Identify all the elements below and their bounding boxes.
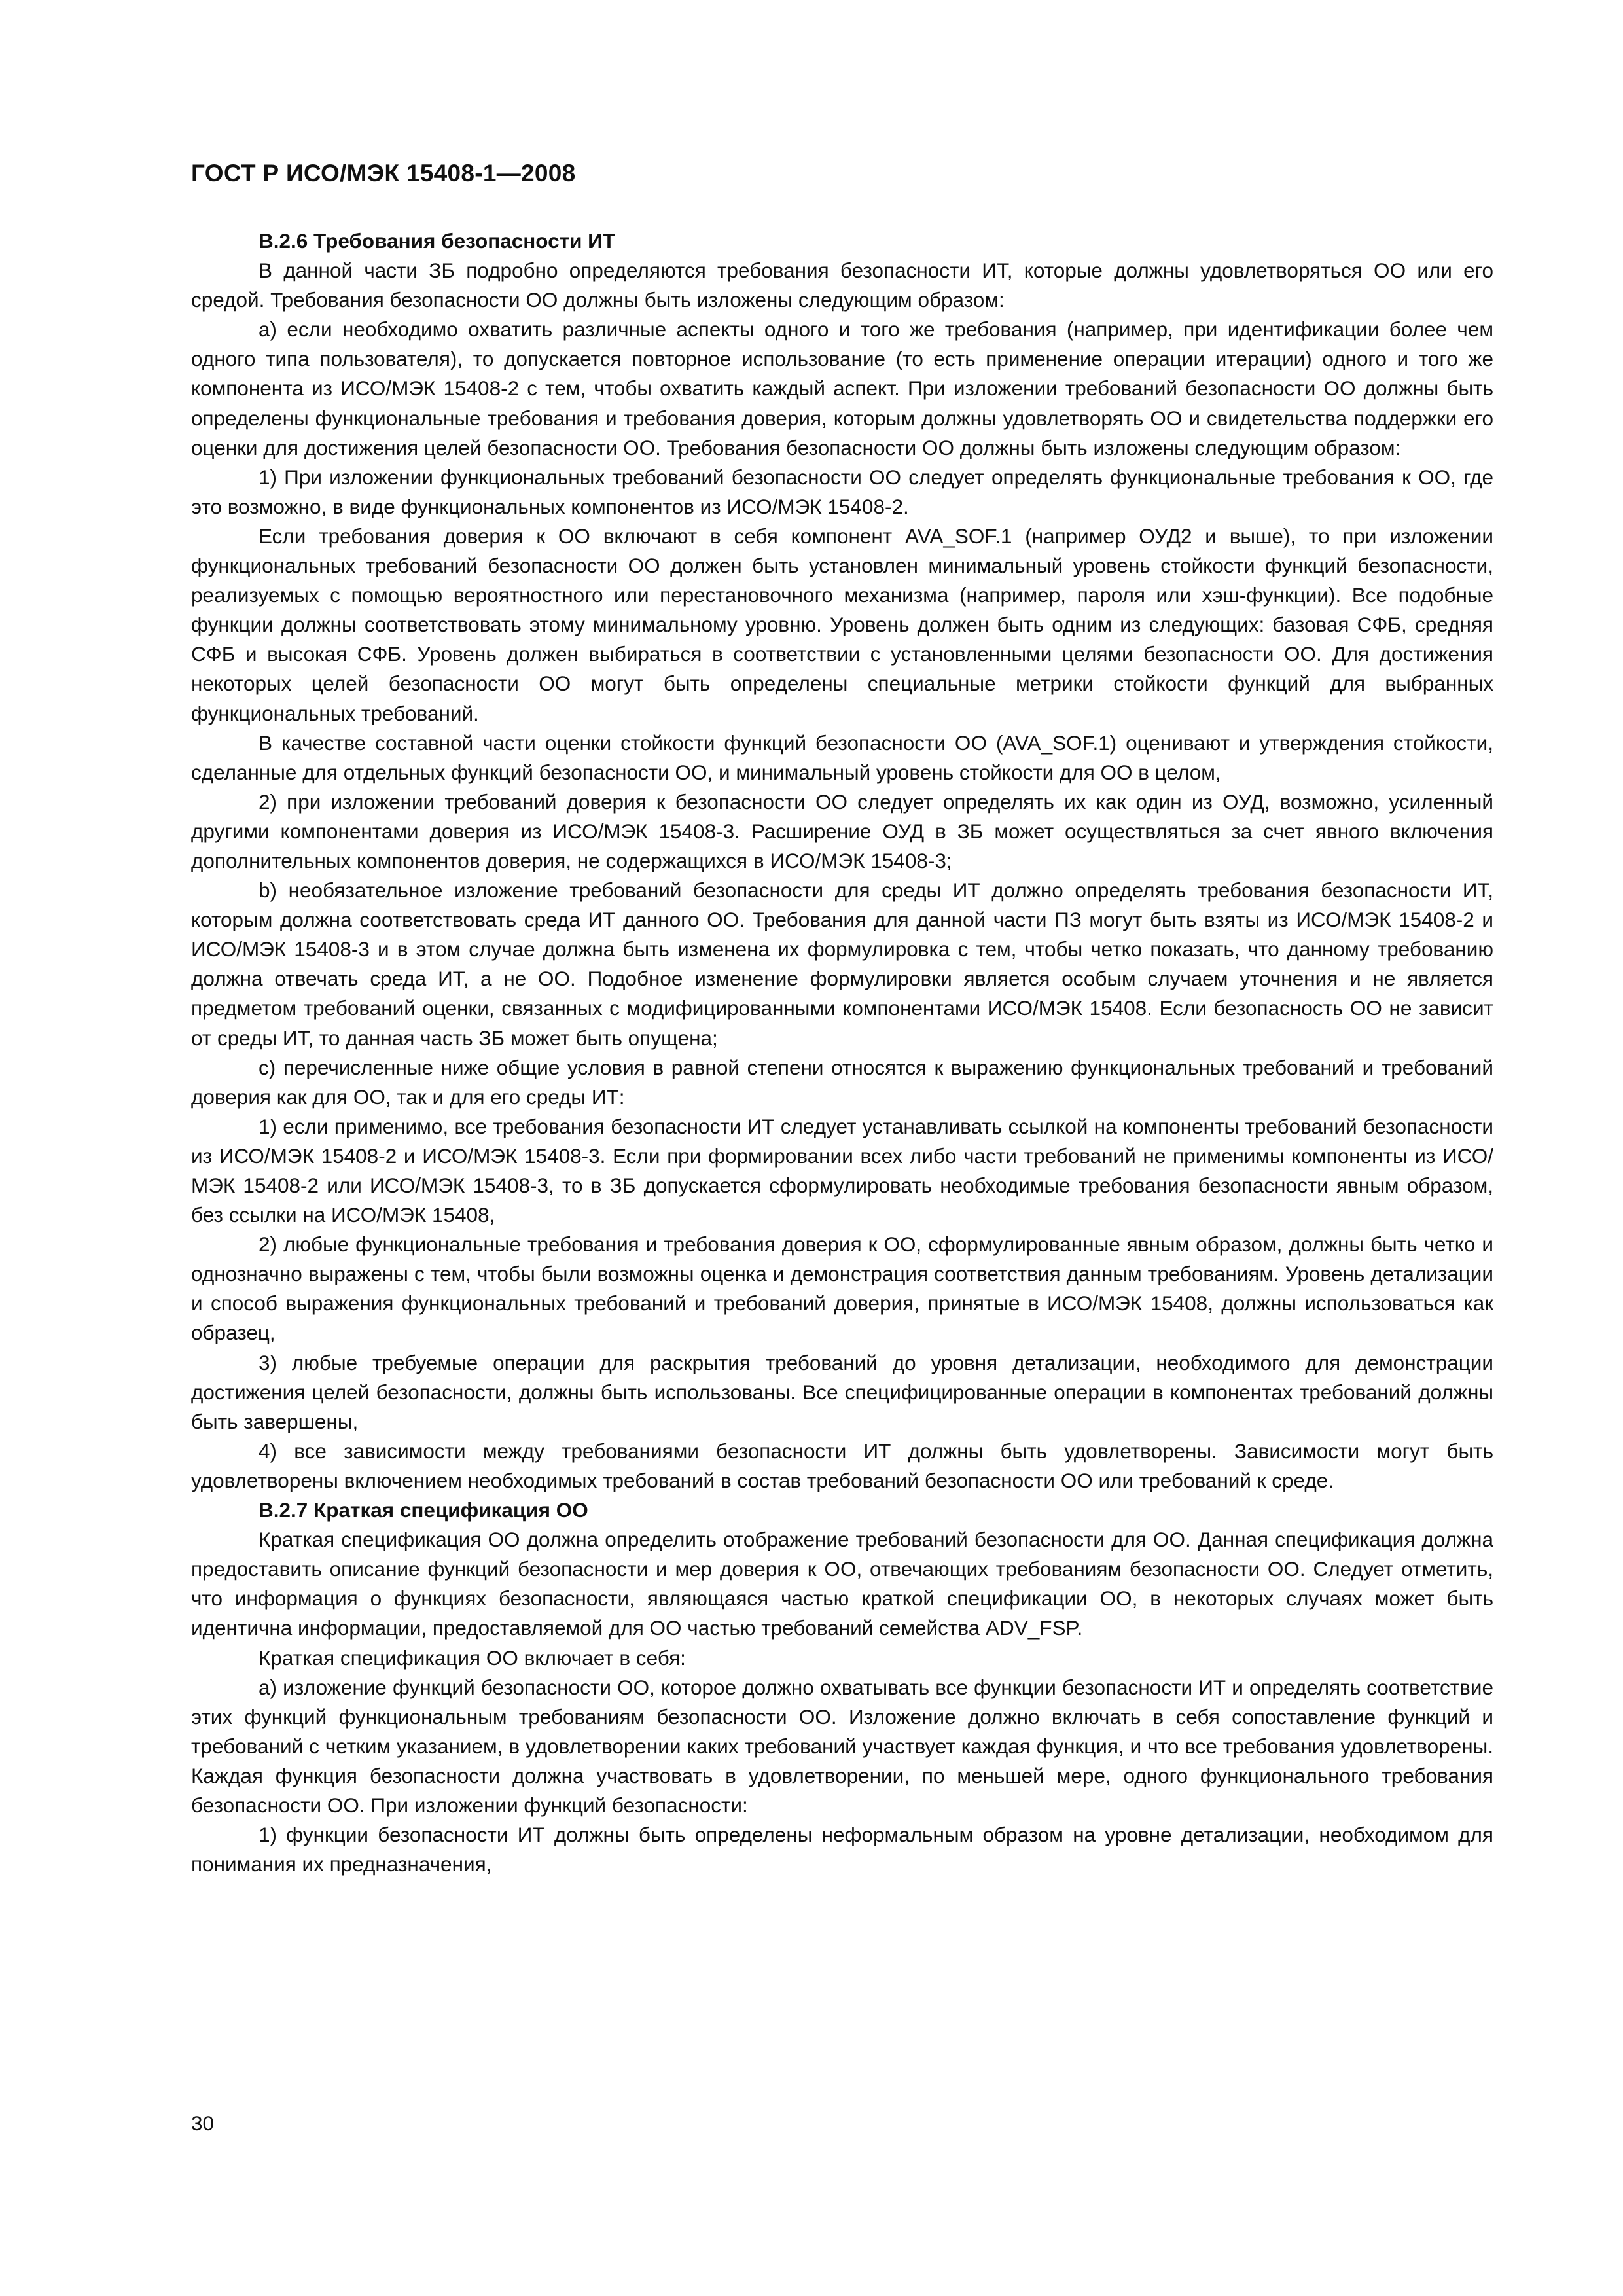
paragraph: Краткая спецификация ОО должна определить отображение требований безопасности для ОО. Данная спецификация должна предоставить описание функций безопасности и мер доверия к ОО, отвечающих требованиям безопасности ОО. Следует отметить, что информация о функциях безопасности, являющаяся частью краткой спецификации ОО, в некоторых случаях может быть идентична информации, предоставляемой для ОО частью требований семейства ADV_FSP. (191, 1528, 1493, 1640)
list-item-c2: 2) любые функциональные требования и требования доверия к ОО, сформулированные явным образом, должны быть четко и однозначно выражены с тем, чтобы были возможны оценка и демонстрация соответствия данным требованиям. Уровень детализации и способ выражения функциональных требований и требований доверия, принятые в ИСО/МЭК 15408, должны использоваться как образец, (191, 1232, 1493, 1345)
list-item-a1: 1) При изложении функциональных требований безопасности ОО следует определять функциональные требования к ОО, где это возможно, в виде функциональных компонентов из ИСО/МЭК 15408-2. (191, 465, 1493, 518)
list-item-c: c) перечисленные ниже общие условия в равной степени относятся к выражению функциональных требований и требований доверия как для ОО, так и для его среды ИТ: (191, 1055, 1493, 1109)
list-item-a1: 1) функции безопасности ИТ должны быть определены неформальным образом на уровне детализации, необходимом для понимания их предназначения, (191, 1823, 1493, 1876)
paragraph: В качестве составной части оценки стойкости функций безопасности ОО (AVA_SOF.1) оценивают и утверждения стойкости, сделанные для отдельных функций безопасности ОО, и минимальный уровень стойкости для ОО в целом, (191, 730, 1493, 784)
document-header: ГОСТ Р ИСО/МЭК 15408-1—2008 (191, 160, 576, 187)
list-item-a2: 2) при изложении требований доверия к безопасности ОО следует определять их как один из ОУД, возможно, усиленный другими компонентами доверия из ИСО/МЭК 15408-3. Расширение ОУД в ЗБ может осуществляться за счет явного включения дополнительных компонентов доверия, не содержащихся в ИСО/МЭК 15408-3; (191, 789, 1493, 872)
section-heading-b26: B.2.6 Требования безопасности ИТ (259, 229, 616, 253)
list-item-c1: 1) если применимо, все требования безопасности ИТ следует устанавливать ссылкой на компоненты требований безопасности из ИСО/МЭК 15408-2 и ИСО/МЭК 15408-3. Если при формировании всех либо части требований не применимы компоненты из ИСО/МЭК 15408-2 или ИСО/МЭК 15408-3, то в ЗБ допускается сформулировать необходимые требования безопасности явным образом, без ссылки на ИСО/МЭК 15408, (191, 1114, 1493, 1227)
list-item-a: a) если необходимо охватить различные аспекты одного и того же требования (например, при идентификации более чем одного типа пользователя), то допускается повторное использование (то есть применение операции итерации) одного и того же компонента из ИСО/МЭК 15408-2 с тем, чтобы охватить каждый аспект. При изложении требований безопасности ОО должны быть определены функциональные требования и требования доверия, которым должны удовлетворять ОО и свидетельства поддержки его оценки для достижения целей безопасности ОО. Требования безопасности ОО должны быть изложены следующим образом: (191, 317, 1493, 459)
paragraph: Краткая спецификация ОО включает в себя: (259, 1645, 686, 1670)
list-item-a: a) изложение функций безопасности ОО, которое должно охватывать все функции безопасности ИТ и определять соответствие этих функций функциональным требованиям безопасности ОО. Изложение должно включать в себя сопоставление функций и требований с четким указанием, в удовлетворении каких требований участвует каждая функция, и что все требования удовлетворены. Каждая функция безопасности должна участвовать в удовлетворении, по меньшей мере, одного функционального требования безопасности ОО. При изложении функций безопасности: (191, 1675, 1493, 1817)
section-heading-b27: B.2.7 Краткая спецификация ОО (259, 1498, 588, 1522)
paragraph: В данной части ЗБ подробно определяются требования безопасности ИТ, которые должны удовлетворяться ОО или его средой. Требования безопасности ОО должны быть изложены следующим образом: (191, 259, 1493, 312)
list-item-c4: 4) все зависимости между требованиями безопасности ИТ должны быть удовлетворены. Зависимости могут быть удовлетворены включением необходимых требований в состав требований безопасности ОО или требований к среде. (191, 1439, 1493, 1492)
list-item-b: b) необязательное изложение требований безопасности для среды ИТ должно определять требования безопасности ИТ, которым должна соответствовать среда ИТ данного ОО. Требования для данной части ПЗ могут быть взяты из ИСО/МЭК 15408-2 и ИСО/МЭК 15408-3 и в этом случае должна быть изменена их формулировка с тем, чтобы четко показать, что данному требованию должна отвечать среда ИТ, а не ОО. Подобное изменение формулировки является особым случаем уточнения и не является предметом требований оценки, связанных с модифицированными компонентами ИСО/МЭК 15408. Если безопасность ОО не зависит от среды ИТ, то данная часть ЗБ может быть опущена; (191, 878, 1493, 1050)
page-number: 30 (191, 2111, 215, 2135)
document-body (191, 226, 1493, 1879)
list-item-c3: 3) любые требуемые операции для раскрытия требований до уровня детализации, необходимого для демонстрации достижения целей безопасности, должны быть использованы. Все специфицированные операции в компонентах требований должны быть завершены, (191, 1350, 1493, 1433)
paragraph: Если требования доверия к ОО включают в себя компонент AVA_SOF.1 (например ОУД2 и выше), то при изложении функциональных требований безопасности ОО должен быть установлен минимальный уровень стойкости функций безопасности, реализуемых с помощью вероятностного или перестановочного механизма (например, пароля или хэш-функции). Все подобные функции должны соответствовать этому минимальному уровню. Уровень должен быть одним из следующих: базовая СФБ, средняя СФБ и высокая СФБ. Уровень должен выбираться в соответствии с установленными целями безопасности ОО. Для достижения некоторых целей безопасности ОО могут быть определены специальные метрики стойкости функций для выбранных функциональных требований. (191, 524, 1493, 725)
